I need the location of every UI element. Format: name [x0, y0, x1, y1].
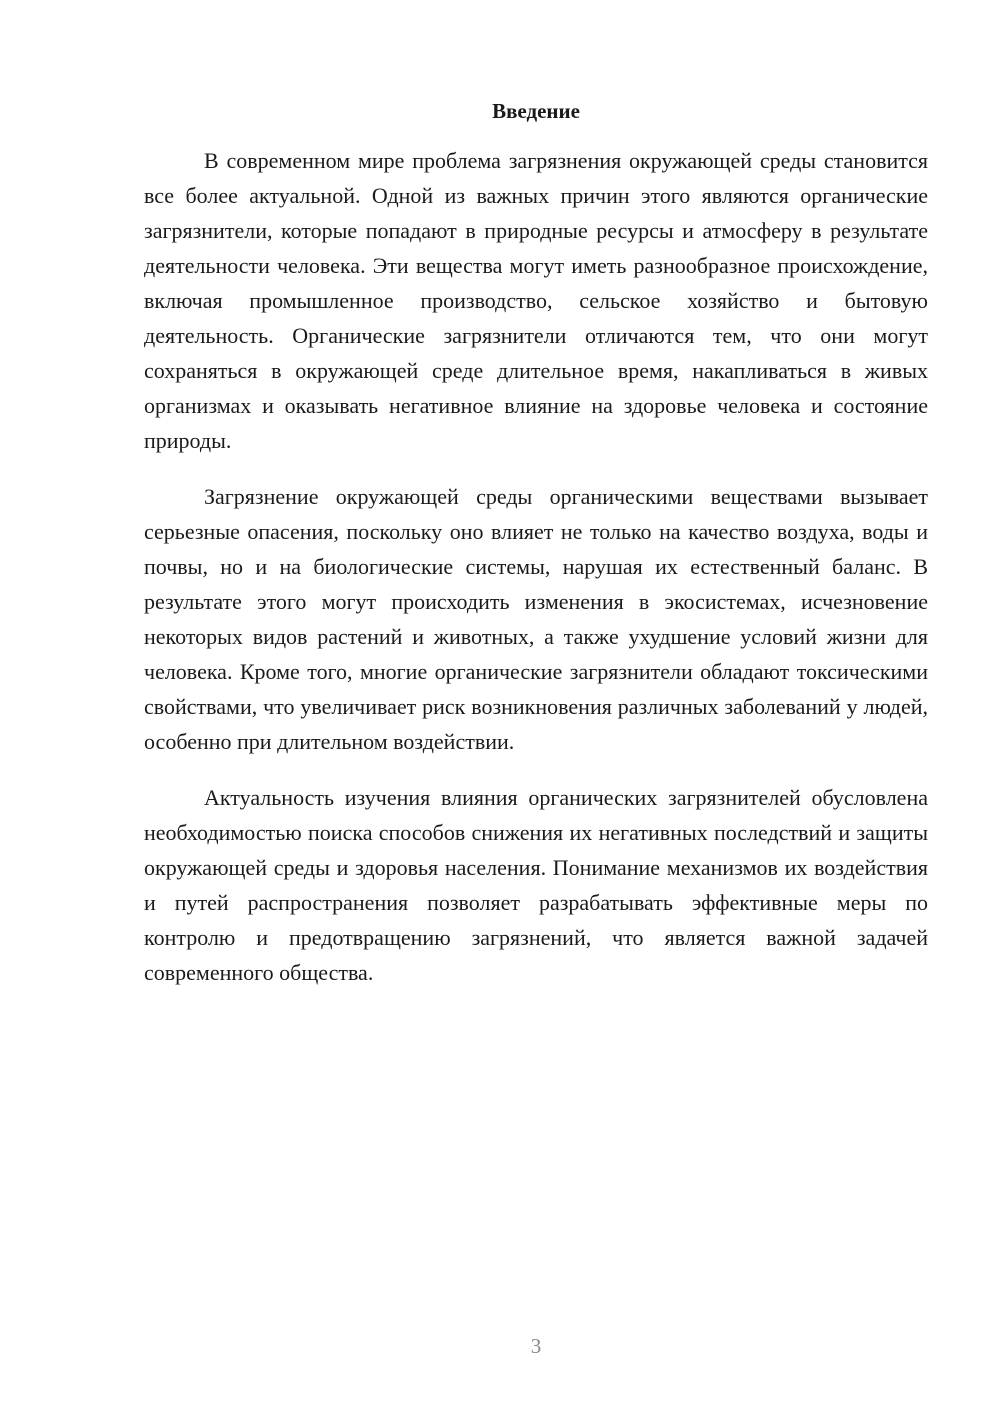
paragraph-3: Актуальность изучения влияния органических загрязнителей обусловлена необходимостью поиска способов снижения их негативных последствий и защиты окружающей среды и здоровья населения. Понимание механизмов их воздействия и путей распространения позволяет разрабатывать эффективные меры по контролю и предотвращению загрязнений, что является важной задачей современного общества.	[144, 785, 928, 985]
page-number: 3	[530, 1334, 542, 1358]
paragraph-1: В современном мире проблема загрязнения окружающей среды становится все более актуальной. Одной из важных причин этого являются органические загрязнители, которые попадают в природные ресурсы и атмосферу в результате деятельности человека. Эти вещества могут иметь разнообразное происхождение, включая промышленное производство, сельское хозяйство и бытовую деятельность. Органические загрязнители отличаются тем, что они могут сохраняться в окружающей среде длительное время, накапливаться в живых организмах и оказывать негативное влияние на здоровье человека и состояние природы.	[144, 148, 928, 453]
body-text	[144, 143, 928, 1011]
section-title: Введение	[492, 99, 580, 123]
paragraph-2: Загрязнение окружающей среды органическими веществами вызывает серьезные опасения, поскольку оно влияет не только на качество воздуха, воды и почвы, но и на биологические системы, нарушая их естественный баланс. В результате этого могут происходить изменения в экосистемах, исчезновение некоторых видов растений и животных, а также ухудшение условий жизни для человека. Кроме того, многие органические загрязнители обладают токсическими свойствами, что увеличивает риск возникновения различных заболеваний у людей, особенно при длительном воздействии.	[144, 484, 928, 754]
